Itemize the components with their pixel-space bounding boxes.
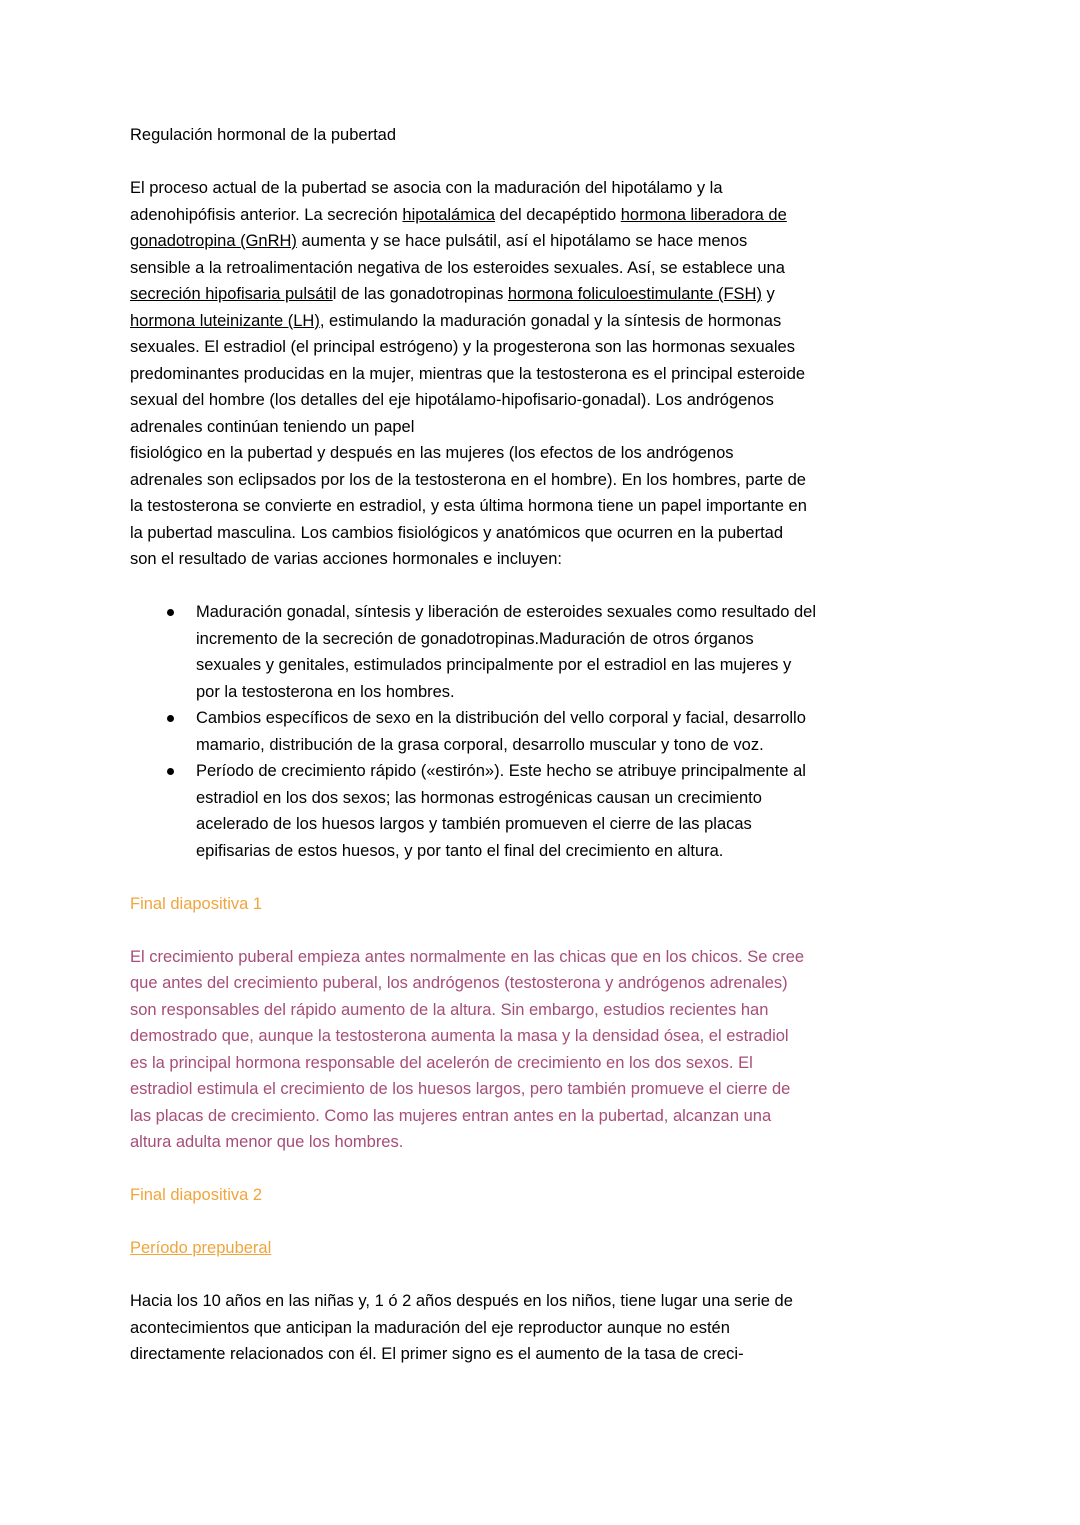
closing-paragraph: Hacia los 10 años en las niñas y, 1 ó 2 años después en los niños, tiene lugar una serie de acontecimientos que anticipan la maduración del eje reproductor aunque no estén directamente relacionados con él. El primer signo es el aumento de la tasa de creci- — [130, 1292, 793, 1363]
growth-paragraph: El crecimiento puberal empieza antes normalmente en las chicas que en los chicos. Se cree que antes del crecimiento puberal, los andrógenos (testosterona y andrógenos adrenales) son responsables del rápido aumento de la altura. Sin embargo, estudios recientes han demostrado que, aunque la testosterona aumenta la masa y la densidad ósea, el estradiol es la principal hormona responsable del acelerón de crecimiento en los dos sexos. El estradiol estimula el crecimiento de los huesos largos, pero también promueve el cierre de las placas de crecimiento. Como las mujeres entran antes en la pubertad, alcanzan una altura adulta menor que los hombres. — [130, 947, 805, 1151]
bullet-item-cambios — [130, 705, 960, 758]
bullet-item-crecimiento — [130, 758, 960, 864]
bullet-icon — [167, 715, 174, 722]
bullet-text: Período de crecimiento rápido («estirón»). Este hecho se atribuye principalmente al estradiol en los dos sexos; las hormonas estrogénicas causan un crecimiento acelerado de los huesos largos y también promueven el cierre de las placas epifisarias de estos huesos, y por tanto el final del crecimiento en altura. — [196, 762, 806, 860]
heading-final-diapositiva-2: Final diapositiva 2 — [130, 1186, 263, 1204]
heading-final-diapositiva-1: Final diapositiva 1 — [130, 894, 263, 913]
bullet-text: Cambios específicos de sexo en la distribución del vello corporal y facial, desarrollo mamario, distribución de la grasa corporal, desarrollo muscular y tono de voz. — [196, 709, 806, 754]
bullet-item-maduracion — [130, 599, 960, 705]
bullet-icon — [167, 609, 174, 616]
document-title: Regulación hormonal de la pubertad — [130, 126, 397, 144]
intro-paragraph: El proceso actual de la pubertad se asocia con la maduración del hipotálamo y la adenohipófisis anterior. La secreción hipotalámica del decapéptido hormona liberadora de gonadotropina (GnRH) aumenta y se hace pulsátil, así el hipotálamo se hace menos sensible a la retroalimentación negativa de los esteroides sexuales. Así, se establece una secreción hipofisaria pulsátil de las gonadotropinas hormona foliculoestimulante (FSH) y hormona luteinizante (LH), estimulando la maduración gonadal y la síntesis de hormonas sexuales. El estradiol (el principal estrógeno) y la progesterona son las hormonas sexuales predominantes producidas en la mujer, mientras que la testosterona es el principal esteroide sexual del hombre (los detalles del eje hipotálamo-hipofisario-gonadal). Los andrógenos adrenales continúan teniendo un papel fisiológico en la pubertad y después en las mujeres (los efectos de los andrógenos adrenales son eclipsados por los de la testosterona en el hombre). En los hombres, parte de la testosterona se convierte en estradiol, y esta última hormona tiene un papel importante en la pubertad masculina. Los cambios fisiológicos y anatómicos que ocurren en la pubertad son el resultado de varias acciones hormonales e incluyen: — [130, 179, 807, 568]
bullet-icon — [167, 768, 174, 775]
bullet-text: Maduración gonadal, síntesis y liberación de esteroides sexuales como resultado del incremento de la secreción de gonadotropinas.Maduración de otros órganos sexuales y genitales, estimulados principalmente por el estradiol en las mujeres y por la testosterona en los hombres. — [196, 603, 817, 701]
heading-periodo-prepuberal: Período prepuberal — [130, 1239, 272, 1257]
bullet-list — [130, 599, 960, 864]
